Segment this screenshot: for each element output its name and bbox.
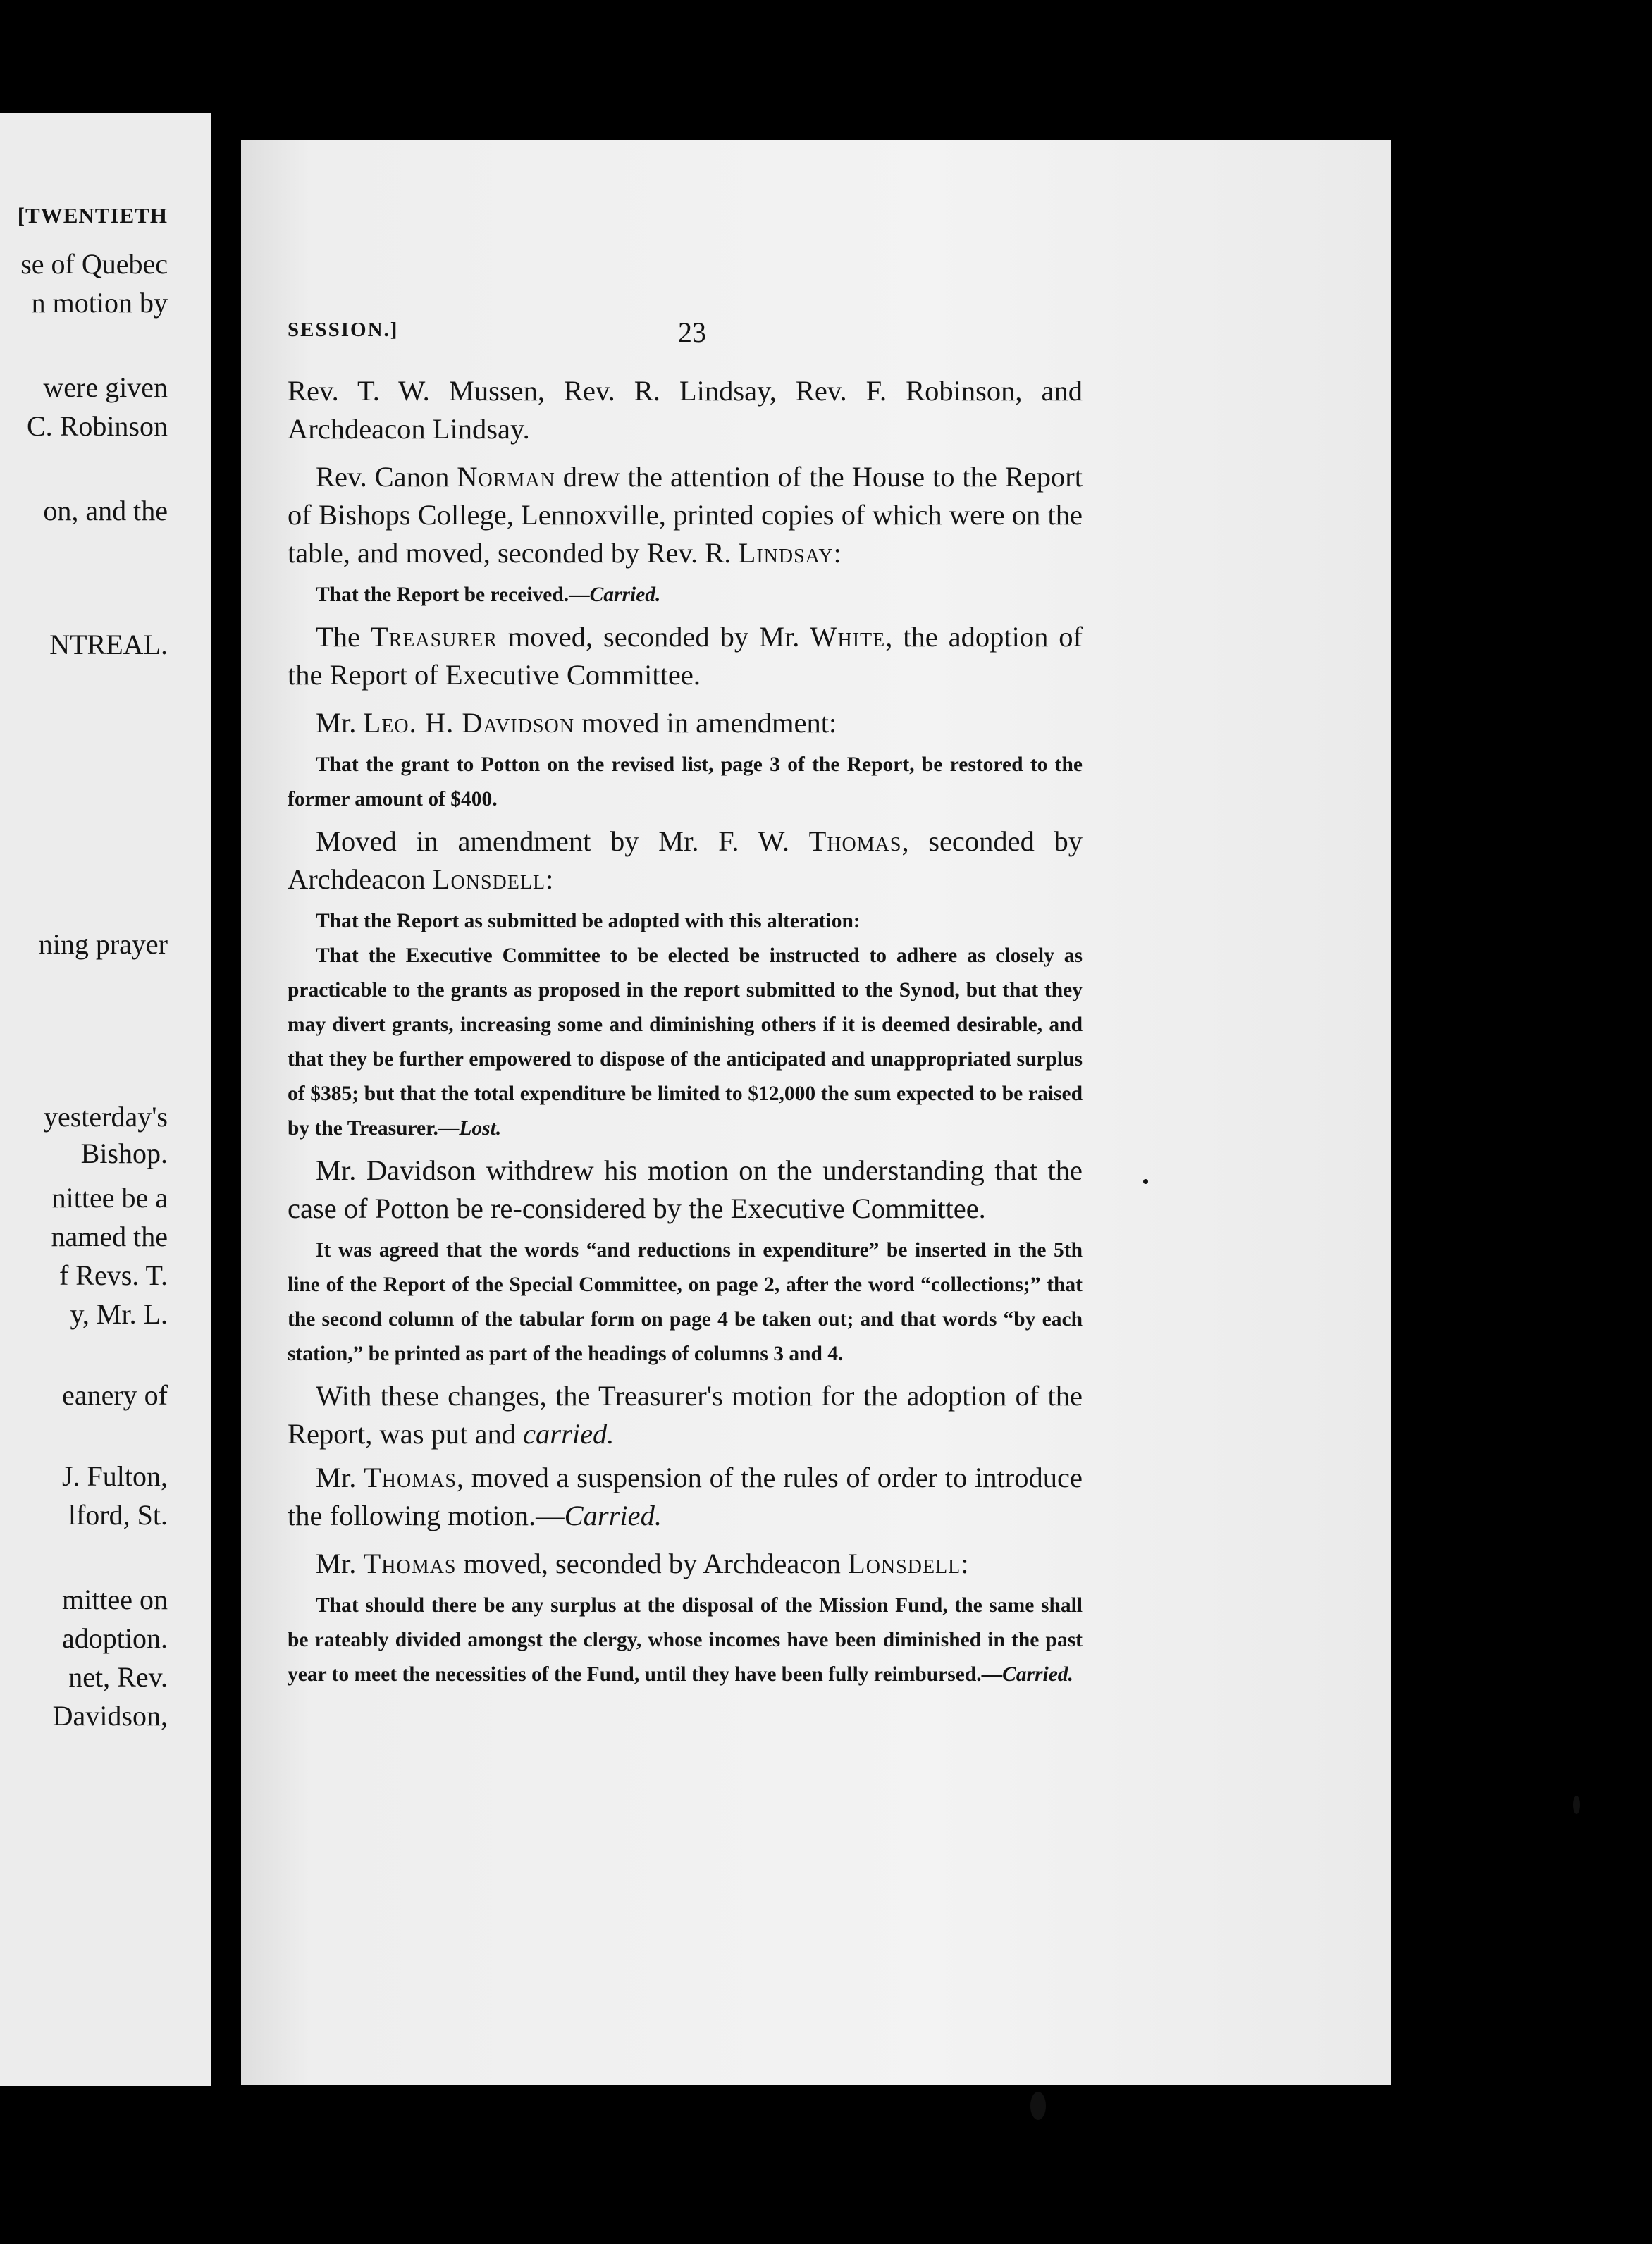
- resolution-alteration-intro: That the Report as submitted be adopted with this alteration:: [316, 910, 861, 932]
- name-white: White: [810, 621, 886, 653]
- left-page-text-fragment: C. Robinson: [26, 410, 168, 442]
- page-gutter: [211, 106, 241, 2107]
- text-run: drew the attention of the House to the Report of Bishops College, Lennoxville, printed copies of which were on the table, and moved, seconded by Rev. R.: [288, 461, 1083, 569]
- running-head: [288, 316, 1083, 348]
- paragraph-committee-names: Rev. T. W. Mussen, Rev. R. Lindsay, Rev. F. Robinson, and Archdeacon Lindsay.: [288, 375, 1083, 445]
- text-run: moved in amendment:: [574, 707, 837, 739]
- name-norman: Norman: [457, 461, 555, 493]
- name-thomas: Thomas: [364, 1462, 457, 1493]
- left-page-text-fragment: NTREAL.: [49, 629, 168, 660]
- body-text: [288, 372, 1083, 1692]
- left-page-text-fragment: eanery of: [62, 1379, 168, 1411]
- running-head-session: SESSION.]: [288, 319, 399, 341]
- left-page-text-fragment: net, Rev.: [68, 1661, 168, 1693]
- text-run: :: [545, 863, 554, 895]
- paragraph-thomas-surplus-motion: [288, 1545, 1083, 1583]
- resolution-executive-committee: [288, 939, 1083, 1146]
- text-run: :: [961, 1548, 969, 1579]
- ink-blot: [1030, 2092, 1046, 2120]
- resolution-mission-fund-surplus: [288, 1589, 1083, 1692]
- text-run: That the Report be received.—: [316, 584, 590, 606]
- left-page-text-fragment: y, Mr. L.: [70, 1298, 168, 1330]
- text-run: With these changes, the Treasurer's motion for the adoption of the Report, was put and: [288, 1380, 1083, 1450]
- left-page-text-fragment: on, and the: [43, 495, 168, 526]
- left-page-text-fragment: yesterday's: [43, 1101, 168, 1133]
- paragraph-treasurer-motion: [288, 618, 1083, 694]
- name-treasurer: Treasurer: [370, 621, 498, 653]
- text-run: moved, seconded by Mr.: [497, 621, 810, 653]
- name-thomas: Thomas: [808, 825, 902, 857]
- left-page-text-fragment: ning prayer: [38, 928, 168, 960]
- resolution-words-inserted: It was agreed that the words “and reductions in expenditure” be inserted in the 5th line of the Report of the Special Committee, on page 2, after the word “collections;” that the second column of the tabular form on page 4 be taken out; and that words “by each station,” be printed as part of the headings of columns 3 and 4.: [288, 1239, 1083, 1365]
- name-davidson: Leo. H. Davidson: [363, 707, 574, 739]
- text-run: That should there be any surplus at the disposal of the Mission Fund, the same shall be rateably divided amongst the clergy, whose incomes have been diminished in the past year to meet the necessities of the Fund, until they have been fully reimbursed.—: [288, 1594, 1083, 1686]
- left-page-text-fragment: mittee on: [62, 1584, 168, 1615]
- paragraph-norman-motion: [288, 458, 1083, 572]
- name-lonsdell: Lonsdell: [847, 1548, 961, 1579]
- text-run: Mr.: [316, 1548, 364, 1579]
- paragraph-thomas-amendment: [288, 822, 1083, 899]
- left-page-fragment: [0, 113, 211, 2086]
- name-thomas: Thomas: [363, 1548, 457, 1579]
- main-page: [241, 140, 1391, 2085]
- paragraph-suspension-rules: [288, 1459, 1083, 1535]
- result-carried: carried.: [523, 1418, 615, 1450]
- name-lindsay: Lindsay: [738, 537, 834, 569]
- left-page-text-fragment: J. Fulton,: [61, 1460, 168, 1492]
- left-page-text-fragment: lford, St.: [68, 1499, 168, 1531]
- result-carried: Carried.: [1002, 1663, 1073, 1686]
- text-run: That the Executive Committee to be elected be instructed to adhere as closely as practicable to the grants as proposed in the report submitted to the Synod, but that they may divert grants, increasing some and diminishing others if it is deemed desirable, and that they be further empowered to dispose of the anticipated and unappropriated surplus of $385; but that the total expenditure be limited to $12,000 the sum expected to be raised by the Treasurer.—: [288, 944, 1083, 1140]
- text-run: Mr.: [316, 707, 364, 739]
- left-page-text-fragment: nittee be a: [51, 1182, 168, 1214]
- result-carried: Carried.: [564, 1500, 662, 1531]
- text-run: :: [833, 537, 842, 569]
- left-page-text-fragment: were given: [43, 371, 168, 403]
- text-run: The: [316, 621, 371, 653]
- text-run: Mr.: [316, 1462, 364, 1493]
- left-page-text-fragment: se of Quebec: [20, 248, 168, 280]
- left-page-text-fragment: Bishop.: [80, 1138, 168, 1169]
- name-lonsdell: Lonsdell: [432, 863, 546, 895]
- result-carried: Carried.: [589, 584, 661, 606]
- text-run: , the adoption of the Report of Executive Committee.: [288, 621, 1083, 691]
- paragraph-davidson-amendment: [288, 704, 1083, 742]
- text-run: Rev. Canon: [316, 461, 457, 493]
- text-run: moved, seconded by Archdeacon: [456, 1548, 848, 1579]
- left-page-text-fragment: f Revs. T.: [58, 1259, 168, 1291]
- text-run: , moved a suspension of the rules of order to introduce the following motion.—: [288, 1462, 1083, 1531]
- result-lost: Lost.: [459, 1117, 502, 1140]
- paragraph-davidson-withdrew: Mr. Davidson withdrew his motion on the understanding that the case of Potton be re-considered by the Executive Committee.: [288, 1154, 1083, 1224]
- paragraph-treasurer-carried: [288, 1377, 1083, 1453]
- text-run: , seconded by Archdeacon: [288, 825, 1083, 895]
- text-run: Moved in amendment by Mr. F. W.: [316, 825, 809, 857]
- ink-speck: [1573, 1796, 1580, 1814]
- resolution-potton-grant: That the grant to Potton on the revised list, page 3 of the Report, be restored to the former amount of $400.: [288, 753, 1083, 810]
- ink-speck: [1143, 1179, 1148, 1184]
- left-page-text-fragment: [TWENTIETH: [17, 203, 168, 228]
- left-page-text-fragment: Davidson,: [52, 1700, 168, 1732]
- left-page-text-fragment: n motion by: [31, 287, 168, 319]
- left-page-text-fragment: named the: [51, 1221, 168, 1252]
- resolution-report-received: [288, 578, 1083, 612]
- page-number: 23: [678, 316, 706, 348]
- left-page-text-fragment: adoption.: [62, 1622, 168, 1654]
